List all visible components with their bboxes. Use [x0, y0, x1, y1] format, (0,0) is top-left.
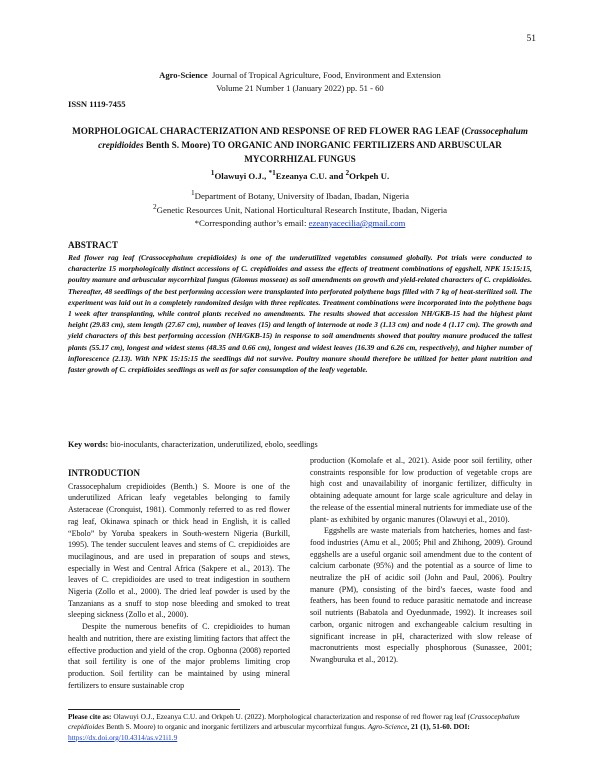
keywords-label: Key words: — [68, 440, 109, 449]
author-sup: 2 — [345, 168, 350, 177]
citation-journal: Agro-Science — [367, 722, 408, 732]
aff-text: Genetic Resources Unit, National Horticultural Research Institute, Ibadan, Nigeria — [156, 204, 448, 215]
corr-label: *Corresponding author’s email: — [194, 218, 309, 228]
title-species: Crassocephalum crepidioides — [98, 126, 528, 150]
abstract-heading: ABSTRACT — [68, 240, 119, 250]
intro-heading: INTRODUCTION — [68, 468, 141, 478]
journal-name: Agro-Science — [159, 70, 208, 80]
citation-text: Olawuyi O.J., Ezeanya C.U. and Orkpeh U. (2022). Morphological characterization and response of red flower rag leaf ( — [111, 712, 471, 721]
journal-header — [0, 69, 600, 95]
email-link[interactable]: ezeanyacecilia@gmail.com — [308, 218, 406, 228]
aff-text: Department of Botany, University of Ibadan, Ibadan, Nigeria — [194, 190, 410, 201]
page-number: 51 — [526, 34, 536, 44]
author-list — [0, 168, 600, 181]
corresponding-author — [0, 218, 600, 228]
author: Olawuyi O.J., — [214, 170, 269, 181]
intro-paragraph-3: production (Komolafe et al., 2021). Aside poor soil fertility, other constraints responsible for low production of vegetable crops are high cost and unavailability of inorganic fertilizer, difficulty in obtaining adequate amount for large scale agriculture and delay in the release of the essential mineral nutrients for immediate use of the plant- as exhibited by organic manures (Olawuyi et al., 2010). — [310, 456, 532, 524]
intro-paragraph-2: Despite the numerous benefits of C. crepidioides to human health and nutrition, there are existing limiting factors that affect the effective production and yield of the crop. Ogbonna (2008) reported that soil fertility is one of the major problems limiting crop production. Soil fertility can be maintained by using mineral fertilizers to ensure sustainable crop — [68, 622, 290, 690]
footnote-rule — [68, 709, 240, 710]
affiliation-1 — [0, 188, 600, 201]
citation-label: Please cite as: — [68, 712, 112, 721]
journal-subtitle: Journal of Tropical Agriculture, Food, Environment and Extension — [211, 70, 441, 80]
author-sup: *1 — [268, 168, 276, 177]
citation-note — [68, 712, 538, 743]
keywords-text: bio-inoculants, characterization, underutilized, ebolo, seedlings — [108, 440, 318, 449]
title-part1: MORPHOLOGICAL CHARACTERIZATION AND RESPONSE OF RED FLOWER RAG LEAF ( — [72, 126, 465, 136]
journal-volume: Volume 21 Number 1 (January 2022) pp. 51 - 60 — [216, 83, 384, 93]
left-column — [68, 468, 290, 691]
aff-sup: 1 — [190, 188, 195, 197]
issn: ISSN 1119-7455 — [68, 99, 126, 109]
citation-species: Crassocephalum crepidioides — [68, 712, 520, 732]
citation-text: Benth S. Moore) to organic and inorganic fertilizers and arbuscular mycorrhizal fungus. — [104, 722, 368, 732]
intro-paragraph-1: Crassocephalum crepidioides (Benth.) S. Moore is one of the underutilized African leafy vegetables belonging to family Asteraceae (Cronquist, 1981). Commonly referred to as red flower rag leaf, Okinawa spinach or thick head in English, it is called “Ebolo” by Yoruba speakers in South-western Nigeria (Burkill, 1995). The tender succulent leaves and stems of C. crepidioides are mucilaginous, and are used in preparation of soups and stews, especially in West and Central Africa (Sakpere et al., 2013). The leaves of C. crepidioides are used to treat indigestion in southern Nigeria (Zollo et al., 2000). The dried leaf powder is used by the Tanzanians as a snuff to stop nose bleeding and smoked to treat sleeping sickness (Zollo et al., 2000). — [68, 481, 290, 620]
author: Ezeanya C.U. and — [275, 170, 346, 181]
article-title — [68, 124, 532, 166]
citation-volume: , 21 (1), 51-60. DOI: — [407, 722, 470, 732]
author: Orkpeh U. — [349, 170, 390, 181]
affiliation-2 — [0, 202, 600, 215]
author-sup: 1 — [210, 168, 215, 177]
doi-link[interactable]: https://dx.doi.org/10.4314/as.v21i1.9 — [68, 732, 178, 742]
intro-paragraph-4: Eggshells are waste materials from hatcheries, homes and fast-food industries (Amu et al., 2005; Phil and Zhihong, 2009). Ground eggshells are a useful organic soil amendment due to the content of calcium carbonate (95%) and the potential as a source of lime to neutralize the pH of acidic soil (John and Paul, 2006). Poultry manure (PM), consisting of the bird’s faeces, waste food and feathers, has been found to reduce parasitic nematode and increase soil nutrients (Babatola and Oyedunmade, 1992). It increases soil carbon, organic nitrogen and exchangeable calcium resulting in significant increase in pH, characterized with slow release of macronutrients most especially phosphorous (Sunassee, 2001; Nwangburuka et al., 2012). — [310, 526, 532, 664]
right-column — [310, 455, 532, 666]
keywords — [68, 440, 318, 449]
aff-sup: 2 — [152, 202, 157, 211]
abstract-text: Red flower rag leaf (Crassocephalum crepidioides) is one of the underutilized vegetables consumed globally. Pot trials were conducted to characterize 15 morphologically distinct accessions of C. crepidioides and assess the effects of treatment combinations of eggshell, NPK 15:15:15, poultry manure and arbuscular mycorrhizal fungus (Glomus mosseae) as soil amendments on growth and yield-related characters of C. crepidioides. Thereafter, 48 seedlings of the best performing accession were transplanted into perforated polythene bags filled with 7 kg of heat-sterilized soil. The experiment was laid out in a completely randomized design with three replicates. Treatment combinations were incorporated into the polythene bags 1 week after transplanting, while control plants received no amendments. The results showed that accession NH/GKB-15 had the highest plant height (29.83 cm), stem length (27.67 cm), number of leaves (15) and length of internode at node 3 (1.13 cm) and node 4 (1.17 cm). The growth and yield characters of this best performing accession (NH/GKB-15) in response to soil amendments showed that poultry manure produced the tallest plants (55.17 cm), longest and widest stems (48.35 and 0.66 cm), longest and widest leaves (16.39 and 6.26 cm, respectively), and higher number of inflorescence (2.13). With NPK 15:15:15 the seedlings did not survive. Poultry manure should therefore be utilized for better plant nutrition and faster growth of C. crepidioides seedlings as well as for safer consumption of the leafy vegetable. — [68, 253, 532, 375]
title-part2: Benth S. Moore) TO ORGANIC AND INORGANIC FERTILIZERS AND ARBUSCULAR MYCORRHIZAL FUNGUS — [143, 140, 502, 164]
